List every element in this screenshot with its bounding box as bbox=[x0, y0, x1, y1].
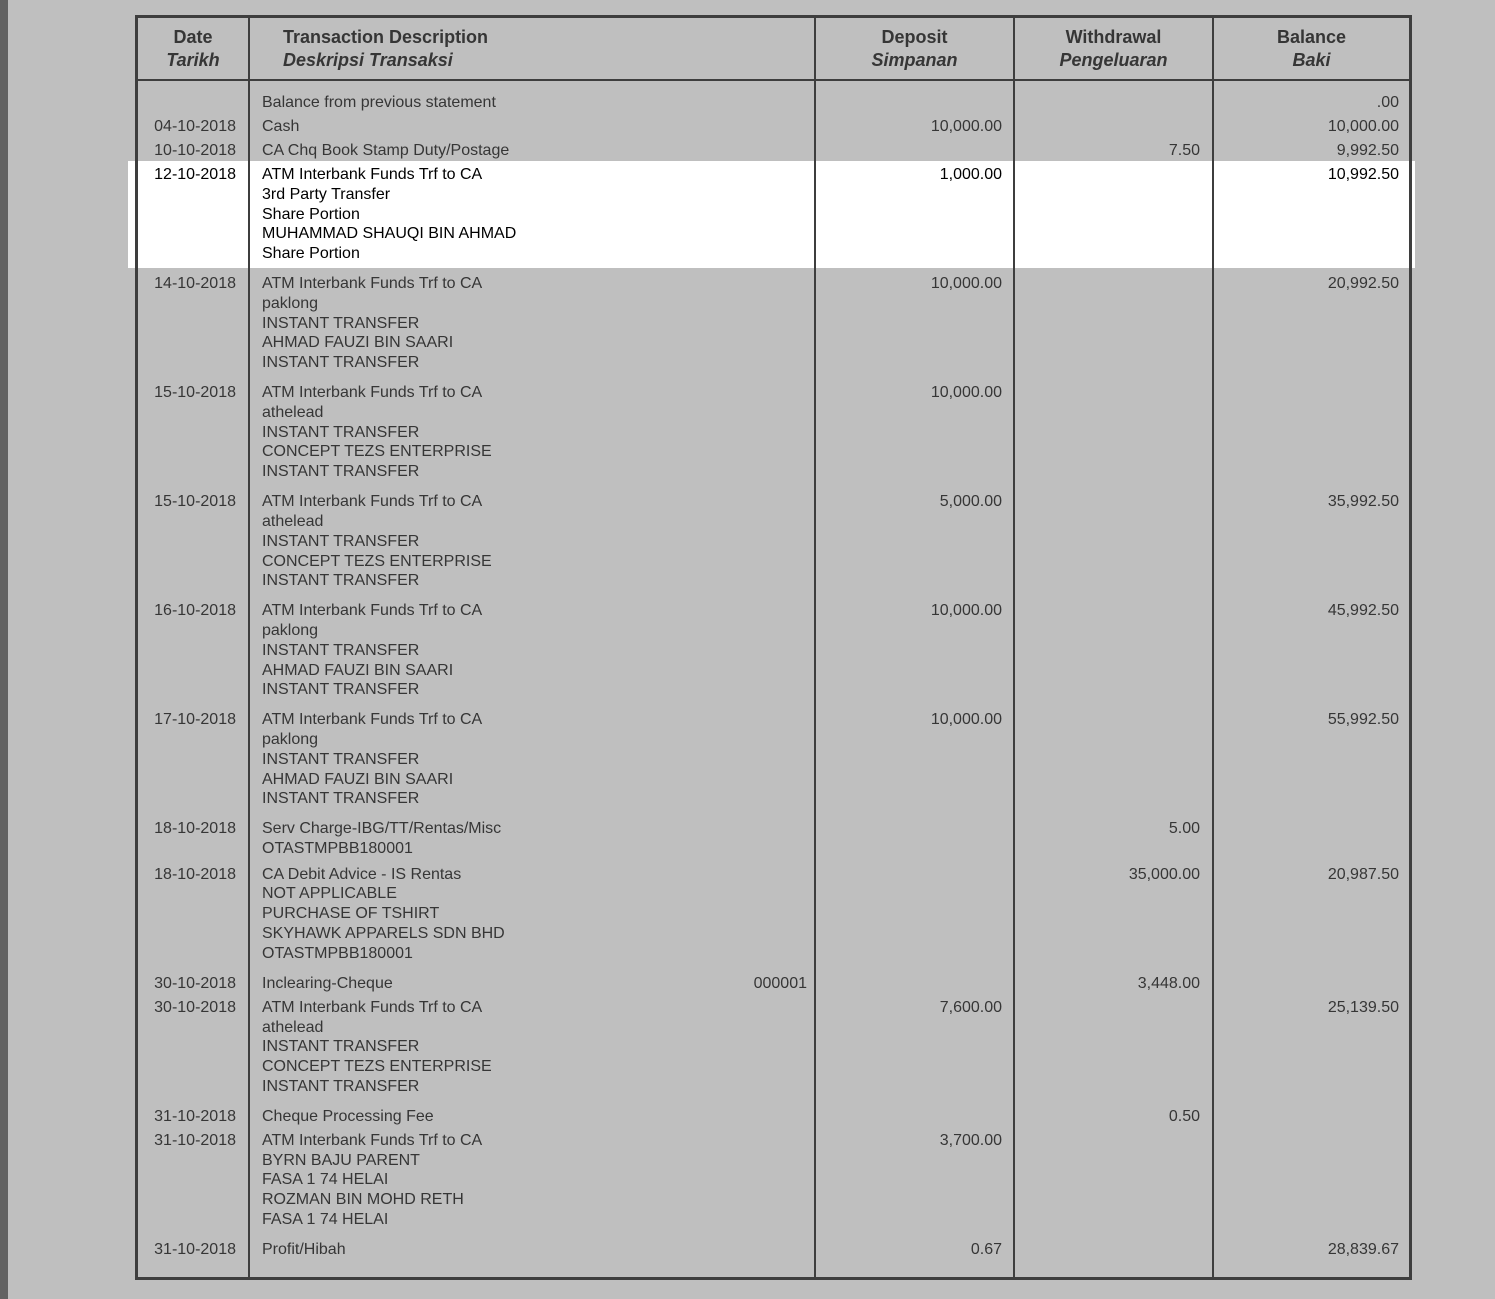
balance-amount bbox=[1214, 1107, 1409, 1127]
description-line: 3rd Party Transfer bbox=[262, 185, 391, 203]
transaction-description bbox=[250, 93, 816, 113]
balance-amount: 20,992.50 bbox=[1327, 275, 1399, 293]
transaction-row bbox=[138, 141, 1409, 165]
header-deposit-label: Deposit bbox=[881, 27, 948, 47]
deposit-amount bbox=[816, 974, 1015, 994]
header-withdrawal-label: Withdrawal bbox=[1065, 27, 1162, 47]
balance-amount: 55,992.50 bbox=[1327, 711, 1399, 729]
transaction-date: 18-10-2018 bbox=[154, 820, 236, 838]
transaction-description bbox=[250, 1131, 816, 1230]
balance-amount: 10,000.00 bbox=[1327, 118, 1399, 136]
description-line: ATM Interbank Funds Trf to CA bbox=[262, 384, 483, 402]
withdrawal-amount bbox=[1015, 998, 1214, 1097]
description-line: ATM Interbank Funds Trf to CA bbox=[262, 275, 483, 293]
description-line: BYRN BAJU PARENT bbox=[262, 1151, 420, 1169]
withdrawal-amount: 7.50 bbox=[1168, 142, 1200, 160]
transaction-date: 12-10-2018 bbox=[154, 166, 236, 184]
transaction-date: 31-10-2018 bbox=[154, 1240, 236, 1258]
header-date-label-malay: Tarikh bbox=[166, 50, 220, 70]
transaction-description bbox=[250, 117, 816, 137]
withdrawal-amount bbox=[1015, 93, 1214, 113]
description-line: SKYHAWK APPARELS SDN BHD bbox=[262, 924, 505, 942]
description-line: INSTANT TRANSFER bbox=[262, 790, 420, 808]
description-line: Cheque Processing Fee bbox=[262, 1107, 434, 1125]
deposit-amount bbox=[816, 141, 1015, 161]
header-description bbox=[250, 18, 816, 79]
header-balance-label-malay: Baki bbox=[1292, 50, 1331, 70]
withdrawal-amount bbox=[1015, 1240, 1214, 1260]
description-line: INSTANT TRANSFER bbox=[262, 1077, 420, 1095]
withdrawal-amount bbox=[1015, 601, 1214, 700]
description-line: INSTANT TRANSFER bbox=[262, 354, 420, 372]
deposit-amount: 0.67 bbox=[970, 1240, 1002, 1258]
withdrawal-amount: 35,000.00 bbox=[1128, 865, 1200, 883]
description-line: ATM Interbank Funds Trf to CA bbox=[262, 166, 483, 184]
description-line: ATM Interbank Funds Trf to CA bbox=[262, 1131, 483, 1149]
transaction-description bbox=[250, 998, 816, 1097]
transaction-date: 15-10-2018 bbox=[154, 384, 236, 402]
header-withdrawal bbox=[1015, 18, 1214, 79]
balance-amount: 10,992.50 bbox=[1327, 166, 1399, 184]
balance-amount: .00 bbox=[1376, 94, 1399, 111]
transaction-description bbox=[250, 165, 816, 264]
description-line: Cash bbox=[262, 118, 300, 136]
deposit-amount: 10,000.00 bbox=[930, 711, 1002, 729]
header-date-label: Date bbox=[173, 27, 213, 47]
withdrawal-amount bbox=[1015, 165, 1214, 264]
description-line: paklong bbox=[262, 294, 319, 312]
transaction-description bbox=[250, 1240, 816, 1260]
description-line: CA Debit Advice - IS Rentas bbox=[262, 865, 462, 883]
transaction-row bbox=[138, 819, 1409, 864]
transaction-date: 15-10-2018 bbox=[154, 493, 236, 511]
description-line: CONCEPT TEZS ENTERPRISE bbox=[262, 1058, 492, 1076]
transaction-description bbox=[250, 1107, 816, 1127]
table-body bbox=[138, 81, 1409, 1264]
transaction-date: 14-10-2018 bbox=[154, 275, 236, 293]
withdrawal-amount bbox=[1015, 710, 1214, 809]
deposit-amount: 3,700.00 bbox=[939, 1131, 1002, 1149]
viewer-edge bbox=[0, 0, 8, 1299]
header-description-label: Transaction Description bbox=[283, 27, 489, 47]
description-line: ATM Interbank Funds Trf to CA bbox=[262, 602, 483, 620]
withdrawal-amount: 5.00 bbox=[1168, 820, 1200, 838]
transaction-row bbox=[138, 1240, 1409, 1264]
description-line: FASA 1 74 HELAI bbox=[262, 1210, 389, 1228]
transaction-date: 18-10-2018 bbox=[154, 865, 236, 883]
transaction-row bbox=[138, 117, 1409, 141]
transaction-date: 30-10-2018 bbox=[154, 974, 236, 992]
withdrawal-amount: 3,448.00 bbox=[1137, 974, 1200, 992]
transaction-date bbox=[138, 93, 250, 113]
withdrawal-amount bbox=[1015, 117, 1214, 137]
description-line: PURCHASE OF TSHIRT bbox=[262, 905, 440, 923]
transaction-date: 17-10-2018 bbox=[154, 711, 236, 729]
withdrawal-amount bbox=[1015, 383, 1214, 482]
transaction-row bbox=[138, 865, 1409, 974]
description-line: INSTANT TRANSFER bbox=[262, 641, 420, 659]
header-balance bbox=[1214, 18, 1409, 79]
transaction-description bbox=[250, 865, 816, 964]
description-line: INSTANT TRANSFER bbox=[262, 750, 420, 768]
description-line: CONCEPT TEZS ENTERPRISE bbox=[262, 552, 492, 570]
withdrawal-amount bbox=[1015, 1131, 1214, 1230]
description-line: CONCEPT TEZS ENTERPRISE bbox=[262, 443, 492, 461]
deposit-amount: 7,600.00 bbox=[939, 998, 1002, 1016]
transaction-row bbox=[138, 974, 1409, 998]
transaction-date: 30-10-2018 bbox=[154, 998, 236, 1016]
description-line: MUHAMMAD SHAUQI BIN AHMAD bbox=[262, 225, 517, 243]
transaction-date: 10-10-2018 bbox=[154, 142, 236, 160]
balance-amount bbox=[1214, 383, 1409, 482]
description-line: ATM Interbank Funds Trf to CA bbox=[262, 493, 483, 511]
cheque-number: 000001 bbox=[753, 974, 807, 992]
description-line: AHMAD FAUZI BIN SAARI bbox=[262, 334, 454, 352]
withdrawal-amount bbox=[1015, 492, 1214, 591]
balance-amount: 20,987.50 bbox=[1327, 865, 1399, 883]
transaction-description bbox=[250, 492, 816, 591]
description-line: paklong bbox=[262, 622, 319, 640]
balance-amount: 25,139.50 bbox=[1327, 998, 1399, 1016]
balance-amount: 9,992.50 bbox=[1336, 142, 1399, 160]
header-date bbox=[138, 18, 250, 79]
description-line: INSTANT TRANSFER bbox=[262, 572, 420, 590]
balance-amount: 28,839.67 bbox=[1327, 1240, 1399, 1258]
header-deposit bbox=[816, 18, 1015, 79]
balance-amount bbox=[1214, 974, 1409, 994]
transaction-description bbox=[250, 383, 816, 482]
deposit-amount: 10,000.00 bbox=[930, 275, 1002, 293]
withdrawal-amount bbox=[1015, 274, 1214, 373]
transaction-row bbox=[138, 383, 1409, 492]
description-line: Profit/Hibah bbox=[262, 1240, 346, 1258]
description-line: INSTANT TRANSFER bbox=[262, 463, 420, 481]
transaction-row bbox=[138, 601, 1409, 710]
transaction-description bbox=[250, 819, 816, 859]
transaction-description bbox=[250, 710, 816, 809]
withdrawal-amount: 0.50 bbox=[1168, 1107, 1200, 1125]
transaction-date: 31-10-2018 bbox=[154, 1107, 236, 1125]
deposit-amount bbox=[816, 819, 1015, 859]
description-line: paklong bbox=[262, 731, 319, 749]
transaction-row bbox=[138, 93, 1409, 117]
deposit-amount: 5,000.00 bbox=[939, 493, 1002, 511]
deposit-amount: 10,000.00 bbox=[930, 602, 1002, 620]
description-line: FASA 1 74 HELAI bbox=[262, 1171, 389, 1189]
header-balance-label: Balance bbox=[1276, 27, 1347, 47]
deposit-amount bbox=[816, 1107, 1015, 1127]
transaction-description bbox=[250, 601, 816, 700]
transaction-date: 16-10-2018 bbox=[154, 602, 236, 620]
description-line: CA Chq Book Stamp Duty/Postage bbox=[262, 142, 510, 160]
description-line: Share Portion bbox=[262, 245, 360, 263]
description-line: ROZMAN BIN MOHD RETH bbox=[262, 1191, 464, 1209]
balance-amount bbox=[1214, 1131, 1409, 1230]
transaction-row bbox=[138, 998, 1409, 1107]
description-line: athelead bbox=[262, 1018, 324, 1036]
transaction-row bbox=[138, 1107, 1409, 1131]
deposit-amount: 10,000.00 bbox=[930, 384, 1002, 402]
description-line: athelead bbox=[262, 513, 324, 531]
table-header bbox=[138, 18, 1409, 81]
transaction-row bbox=[138, 274, 1409, 383]
transaction-row bbox=[138, 1131, 1409, 1240]
description-line: Inclearing-Cheque bbox=[262, 974, 393, 992]
transaction-description bbox=[250, 274, 816, 373]
transaction-row bbox=[138, 492, 1409, 601]
description-line: NOT APPLICABLE bbox=[262, 885, 397, 903]
description-line: Serv Charge-IBG/TT/Rentas/Misc bbox=[262, 820, 502, 838]
deposit-amount bbox=[816, 93, 1015, 113]
description-line: Balance from previous statement bbox=[262, 94, 496, 111]
description-line: OTASTMPBB180001 bbox=[262, 944, 413, 962]
description-line: INSTANT TRANSFER bbox=[262, 681, 420, 699]
description-line: ATM Interbank Funds Trf to CA bbox=[262, 998, 483, 1016]
description-line: Share Portion bbox=[262, 205, 360, 223]
deposit-amount: 10,000.00 bbox=[930, 118, 1002, 136]
description-line: athelead bbox=[262, 403, 324, 421]
balance-amount: 35,992.50 bbox=[1327, 493, 1399, 511]
transaction-description bbox=[250, 974, 816, 994]
description-line: AHMAD FAUZI BIN SAARI bbox=[262, 661, 454, 679]
deposit-amount bbox=[816, 865, 1015, 964]
description-line: INSTANT TRANSFER bbox=[262, 1038, 420, 1056]
description-line: OTASTMPBB180001 bbox=[262, 840, 413, 858]
transaction-date: 04-10-2018 bbox=[154, 118, 236, 136]
transaction-description bbox=[250, 141, 816, 161]
balance-amount bbox=[1214, 819, 1409, 859]
description-line: INSTANT TRANSFER bbox=[262, 532, 420, 550]
description-line: INSTANT TRANSFER bbox=[262, 314, 420, 332]
header-deposit-label-malay: Simpanan bbox=[871, 50, 958, 70]
header-description-label-malay: Deskripsi Transaksi bbox=[283, 50, 453, 70]
header-withdrawal-label-malay: Pengeluaran bbox=[1059, 50, 1168, 70]
description-line: AHMAD FAUZI BIN SAARI bbox=[262, 770, 454, 788]
description-line: ATM Interbank Funds Trf to CA bbox=[262, 711, 483, 729]
statement-table bbox=[135, 15, 1412, 1280]
description-line: INSTANT TRANSFER bbox=[262, 423, 420, 441]
balance-amount: 45,992.50 bbox=[1327, 602, 1399, 620]
transaction-row bbox=[138, 710, 1409, 819]
deposit-amount: 1,000.00 bbox=[939, 166, 1002, 184]
transaction-date: 31-10-2018 bbox=[154, 1131, 236, 1149]
transaction-row-highlighted bbox=[138, 165, 1409, 274]
